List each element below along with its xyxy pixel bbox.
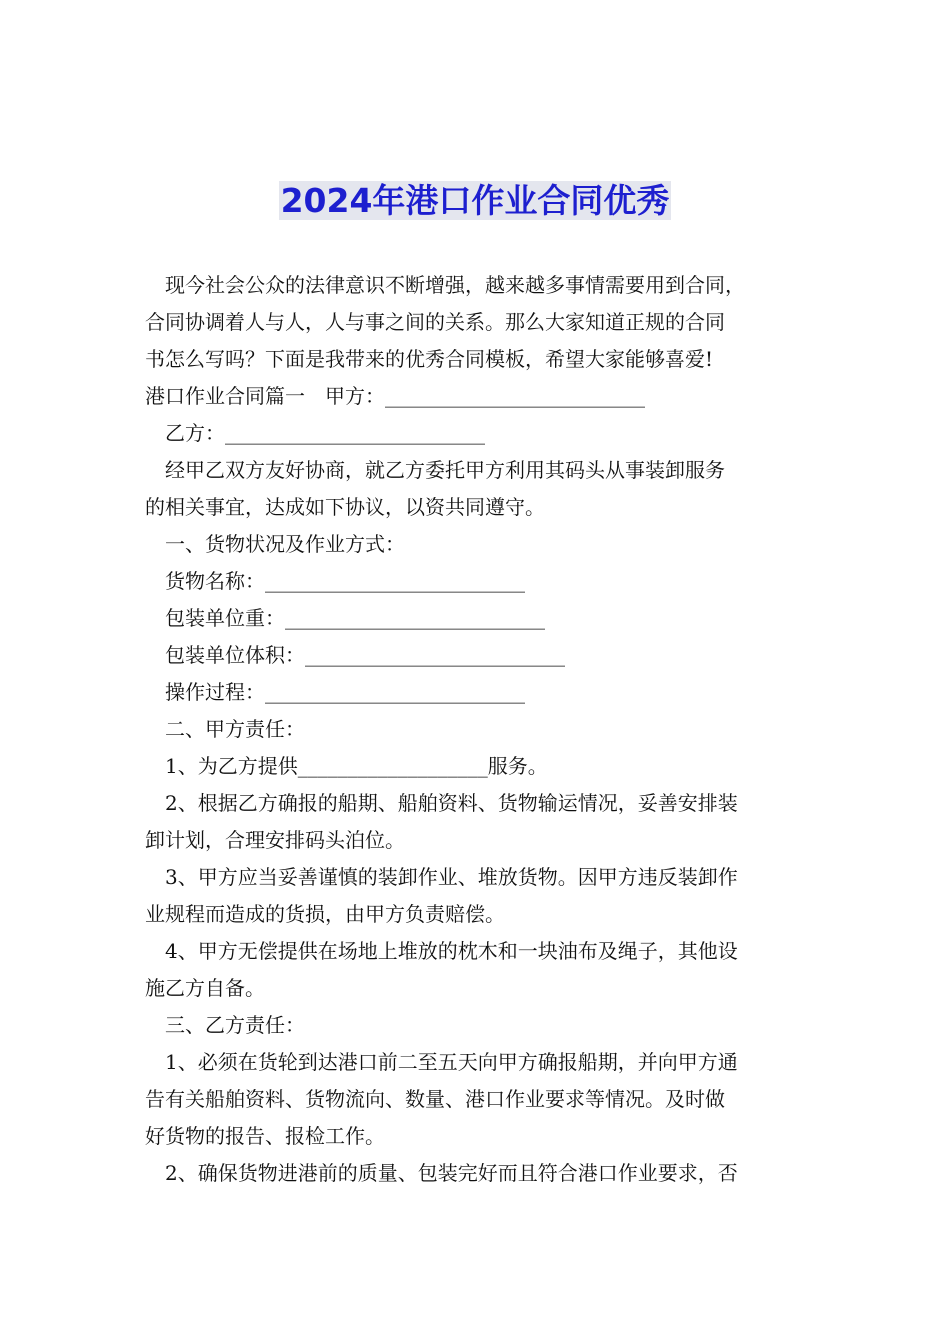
section-heading: 二、甲方责任：: [165, 717, 305, 741]
form-line: 货物名称：__________________________: [165, 569, 525, 593]
contract-heading-party-a: 港口作业合同篇一 甲方：__________________________: [145, 384, 645, 408]
document-title-text: 2024年港口作业合同优秀: [280, 181, 670, 220]
clause-line: 好货物的报告、报检工作。: [145, 1124, 385, 1148]
section-heading: 三、乙方责任：: [165, 1013, 305, 1037]
clause-line: 1、必须在货轮到达港口前二至五天向甲方确报船期，并向甲方通: [165, 1050, 738, 1074]
document-body: [145, 267, 810, 1192]
form-line: 操作过程：__________________________: [165, 680, 525, 704]
section-heading: 一、货物状况及作业方式：: [165, 532, 405, 556]
paragraph-line: 合同协调着人与人，人与事之间的关系。那么大家知道正规的合同: [145, 310, 725, 334]
clause-line: 1、为乙方提供___________________服务。: [165, 754, 548, 778]
document-title: [0, 176, 950, 226]
clause-line: 4、甲方无偿提供在场地上堆放的枕木和一块油布及绳子，其他设: [165, 939, 738, 963]
clause-line: 告有关船舶资料、货物流向、数量、港口作业要求等情况。及时做: [145, 1087, 725, 1111]
clause-line: 卸计划，合理安排码头泊位。: [145, 828, 405, 852]
clause-line: 施乙方自备。: [145, 976, 265, 1000]
party-b-line: 乙方：__________________________: [165, 421, 485, 445]
clause-line: 2、根据乙方确报的船期、船舶资料、货物输运情况，妥善安排装: [165, 791, 738, 815]
clause-line: 业规程而造成的货损，由甲方负责赔偿。: [145, 902, 505, 926]
paragraph-line: 经甲乙双方友好协商，就乙方委托甲方利用其码头从事装卸服务: [165, 458, 725, 482]
paragraph-line: 书怎么写吗？下面是我带来的优秀合同模板，希望大家能够喜爱!: [145, 347, 714, 371]
form-line: 包装单位重：__________________________: [165, 606, 545, 630]
form-line: 包装单位体积：__________________________: [165, 643, 565, 667]
paragraph-line: 现今社会公众的法律意识不断增强，越来越多事情需要用到合同，: [165, 273, 745, 297]
clause-line: 2、确保货物进港前的质量、包装完好而且符合港口作业要求，否: [165, 1161, 738, 1185]
paragraph-line: 的相关事宜，达成如下协议，以资共同遵守。: [145, 495, 545, 519]
clause-line: 3、甲方应当妥善谨慎的装卸作业、堆放货物。因甲方违反装卸作: [165, 865, 738, 889]
